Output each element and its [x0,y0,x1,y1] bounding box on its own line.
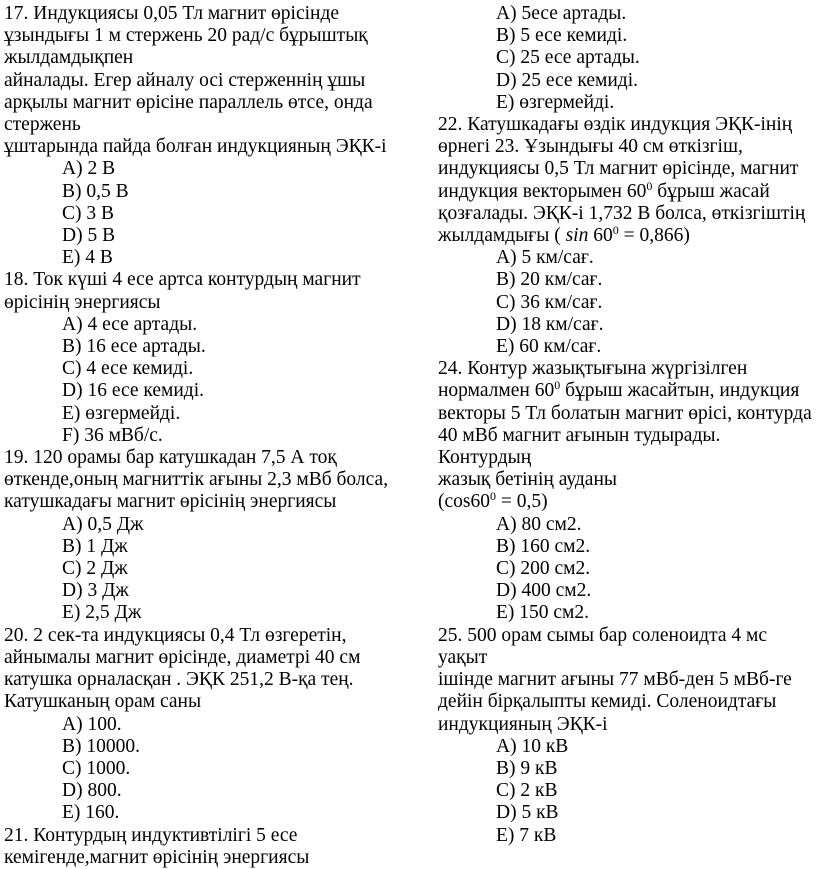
answer-option: A) 5есе артады. [496,3,627,24]
answer-option: B) 16 есе артады. [62,336,206,358]
question-line: стержень [4,114,81,136]
degree-superscript: 0 [554,378,561,393]
question-line [438,491,814,513]
question-25 [438,625,814,847]
text-fragment: бұрыш жасайтын, индукция [560,380,800,402]
question-21 [4,825,396,869]
answer-option: A) 5 км/сағ. [496,247,594,269]
question-21-options [438,3,814,114]
left-column [4,3,396,869]
text-fragment: = 0,5) [496,491,548,513]
question-line: катушка орналасқан . ЭҚК 251,2 В-қа тең. [4,669,354,691]
answer-option: B) 5 есе кемиді. [496,25,628,47]
question-line: 25. 500 орам сымы бар соленоидта 4 мс уақыт [438,624,768,668]
sin-function: sin [565,225,589,247]
question-line: 24. Контур жазықтығына жүргізілген [438,358,748,380]
text-fragment: = 0,866) [618,225,690,247]
answer-option: E) 150 см2. [496,602,590,624]
question-line: 22. Катушкадағы өздік индукция ЭҚК-інің [438,114,793,136]
question-line: индукцияның ЭҚК-і [438,713,608,735]
question-line: 18. Ток күші 4 есе артса контурдың магнит [4,269,361,291]
answer-option: C) 2 кВ [496,780,558,802]
answer-option: E) 7 кВ [496,824,557,846]
answer-option: E) өзгермейді. [62,402,181,424]
answer-option: E) 2,5 Дж [62,602,142,624]
question-line: кемігенде,магнит өрісінің энергиясы [4,846,310,868]
answer-option: A) 4 есе артады. [62,313,198,335]
question-line: катушкадағы магнит өрісінің энергиясы [4,491,337,513]
question-20 [4,625,396,825]
text-fragment: (cos60 [438,491,490,513]
text-fragment: бұрыш жасай [652,180,770,202]
answer-option: E) өзгермейді. [496,91,615,113]
degree-superscript: 0 [612,223,619,238]
answer-option: E) 60 км/сағ. [496,336,602,358]
question-line: 17. Индукциясы 0,05 Тл магнит өрісінде [4,3,340,24]
question-line: өткенде,оның магниттік ағыны 2,3 мВб болса, [4,469,389,491]
question-line: айнымалы магнит өрісінде, диаметрі 40 см [4,646,361,668]
answer-option: B) 10000. [62,735,140,757]
right-column [438,3,814,847]
question-line: қозғалады. ЭҚК-і 1,732 В болса, өткізгіштің [438,202,806,224]
question-line: арқылы магнит өрісіне параллель өтсе, онда [4,91,373,113]
question-line: ұштарында пайда болған индукцияның ЭҚК-і [4,136,387,158]
answer-option: E) 160. [62,802,120,824]
question-line: Катушканың орам саны [4,691,202,713]
question-18 [4,269,396,447]
answer-option: C) 2 Дж [62,558,128,580]
question-line: айналады. Егер айналу осі стерженнің ұшы [4,69,366,91]
answer-option: B) 20 км/сағ. [496,269,603,291]
question-line: векторы 5 Тл болатын магнит өрісі, контурда [438,402,812,424]
question-line: 20. 2 сек-та индукциясы 0,4 Тл өзгеретін, [4,624,347,646]
answer-option: A) 10 кВ [496,735,569,757]
question-line: жазық бетінің ауданы [438,469,618,491]
question-line: индукциясы 0,5 Тл магнит өрісінде, магнит [438,158,799,180]
question-22-23 [438,114,814,358]
question-line: ішінде магнит ағыны 77 мВб-ден 5 мВб-ге [438,669,792,691]
answer-option: C) 1000. [62,757,131,779]
answer-option: D) 25 есе кемиді. [496,69,639,91]
answer-option: D) 3 Дж [62,580,129,602]
question-line [438,225,814,247]
text-fragment: жылдамдығы ( [438,225,566,247]
answer-option: A) 0,5 Дж [62,513,144,535]
answer-option: B) 0,5 В [62,180,129,202]
degree-superscript: 0 [490,489,496,504]
question-line: дейін бірқалыпты кемиді. Соленоидтағы [438,691,777,713]
answer-option: B) 1 Дж [62,535,128,557]
answer-option: E) 4 В [62,247,113,269]
answer-option: D) 5 В [62,225,116,247]
answer-option: A) 100. [62,713,122,735]
degree-superscript: 0 [646,178,653,193]
answer-option: D) 5 кВ [496,802,559,824]
answer-option: C) 25 есе артады. [496,47,640,69]
answer-option: D) 16 есе кемиді. [62,380,205,402]
answer-option: C) 4 есе кемиді. [62,358,194,380]
text-fragment: индукция векторымен 60 [438,180,647,202]
question-24 [438,358,814,624]
answer-option: D) 800. [62,780,122,802]
question-line [438,380,814,402]
answer-option: C) 36 км/сағ. [496,291,603,313]
answer-option: D) 400 см2. [496,580,592,602]
question-line: 21. Контурдың индуктивтілігі 5 есе [4,824,298,846]
answer-option: C) 3 В [62,202,115,224]
question-line: жылдамдықпен [4,47,134,69]
answer-option: F) 36 мВб/с. [62,424,163,446]
question-line: өрісінің энергиясы [4,291,161,313]
answer-option: C) 200 см2. [496,558,591,580]
question-line: өрнегі 23. Ұзындығы 40 см өткізгіш, [438,136,743,158]
question-17 [4,3,396,269]
question-line: ұзындығы 1 м стержень 20 рад/с бұрыштық [4,25,368,47]
question-line [438,178,814,203]
answer-option: A) 2 В [62,158,116,180]
answer-option: B) 9 кВ [496,757,558,779]
question-line: 19. 120 орамы бар катушкадан 7,5 А тоқ [4,447,337,469]
answer-option: A) 80 см2. [496,513,582,535]
text-fragment: 60 [588,225,613,247]
text-fragment: нормалмен 60 [438,380,555,402]
answer-option: D) 18 км/сағ. [496,313,604,335]
answer-option: B) 160 см2. [496,535,591,557]
question-19 [4,447,396,625]
question-line: 40 мВб магнит ағынын тудырады. Контурдың [438,424,721,469]
